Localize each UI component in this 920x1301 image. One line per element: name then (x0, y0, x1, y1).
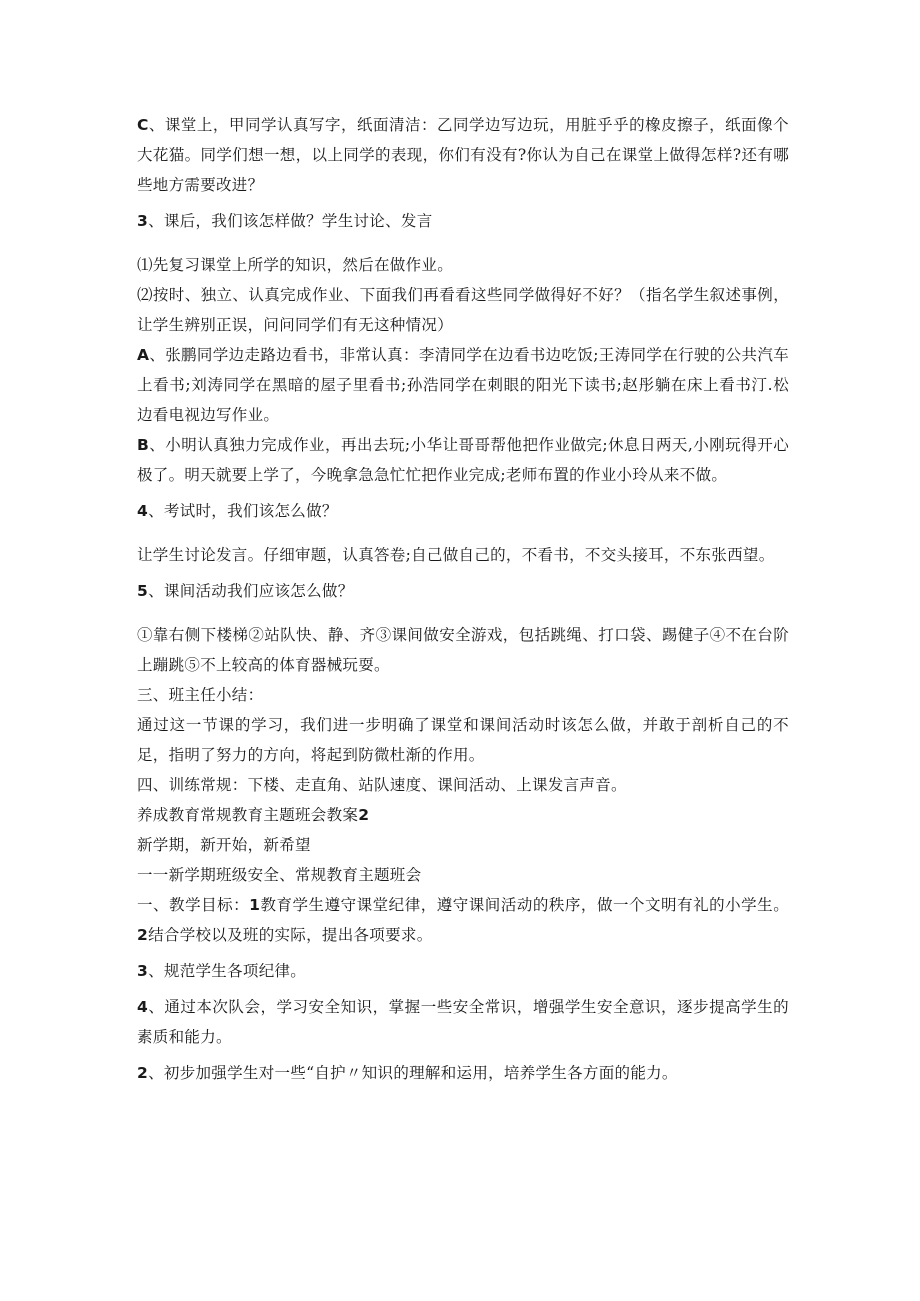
heading-exam (137, 496, 789, 526)
paragraph-text: 、通过本次队会，学习安全知识，掌握一些安全常识，增强学生安全意识，逐步提高学生的素质和能力。 (137, 998, 789, 1046)
item-marker: 3 (137, 212, 149, 230)
paragraph-text: 、小明认真独力完成作业，再出去玩;小华让哥哥帮他把作业做完;休息日两天,小刚玩得开心极了。明天就要上学了，今晚拿急急忙忙把作业完成;老师布置的作业小玲从来不做。 (137, 436, 789, 484)
paragraph-text: ⑴先复习课堂上所学的知识，然后在做作业。 (137, 256, 454, 274)
paragraph-text: ⑵按时、独立、认真完成作业、下面我们再看看这些同学做得好不好？（指名学生叙述事例，让学生辨别正误，问问同学们有无这种情况） (137, 286, 789, 334)
paragraph-text: 教育学生遵守课堂纪律，遵守课间活动的秩序，做一个文明有礼的小学生。 (260, 896, 790, 914)
paragraph-text: 、课后，我们该怎样做？学生讨论、发言 (148, 212, 433, 230)
paragraph-summary (137, 710, 789, 770)
paragraph-text: ①靠右侧下楼梯②站队快、静、齐③课间做安全游戏，包括跳绳、打口袋、踢健子④不在台阶上蹦跳⑤不上较高的体育器械玩耍。 (137, 626, 789, 674)
paragraph-objectives (137, 890, 789, 950)
paragraph-text: 结合学校以及班的实际，提出各项要求。 (148, 926, 433, 944)
item-marker: 2 (358, 806, 370, 824)
paragraph-b-homework (137, 430, 789, 490)
paragraph-text: 、考试时，我们该怎么做？ (148, 502, 338, 520)
paragraph-training (137, 770, 789, 800)
paragraph-new-semester (137, 830, 789, 860)
paragraph-text: 让学生讨论发言。仔细审题，认真答卷;自己做自己的，不看书，不交头接耳，不东张西望。 (137, 546, 775, 564)
heading-lesson-plan-2 (137, 800, 789, 830)
item-marker: C (137, 116, 149, 134)
paragraph-text: 、课间活动我们应该怎么做？ (148, 582, 354, 600)
heading-after-class (137, 206, 789, 236)
paragraph-text: 一一新学期班级安全、常规教育主题班会 (137, 866, 422, 884)
paragraph-text: 一、教学目标： (137, 896, 250, 914)
paragraph-a-reading (137, 340, 789, 430)
item-marker: 2 (137, 926, 149, 944)
paragraph-text: 三、班主任小结： (137, 686, 264, 704)
heading-recess (137, 576, 789, 606)
document-page (137, 110, 789, 1088)
paragraph-self-protection (137, 1058, 789, 1088)
paragraph-class-meeting (137, 860, 789, 890)
paragraph-exam-discussion (137, 540, 789, 570)
paragraph-review-first (137, 250, 789, 280)
paragraph-text: 通过这一节课的学习，我们进一步明确了课堂和课间活动时该怎么做，并敢于剖析自己的不足，指明了努力的方向，将起到防微杜渐的作用。 (137, 716, 789, 764)
item-marker: 3 (137, 962, 149, 980)
paragraph-text: 、课堂上，甲同学认真写字，纸面清洁：乙同学边写边玩，用脏乎乎的橡皮擦子，纸面像个大花猫。同学们想一想，以上同学的表现，你们有没有?你认为自己在课堂上做得怎样?还有哪些地方需要改进？ (137, 116, 789, 194)
item-marker: 4 (137, 502, 149, 520)
paragraph-text: 、规范学生各项纪律。 (148, 962, 307, 980)
paragraph-c-classroom (137, 110, 789, 200)
paragraph-text: 新学期，新开始，新希望 (137, 836, 311, 854)
paragraph-text: 养成教育常规教育主题班会教案 (137, 806, 359, 824)
heading-summary (137, 680, 789, 710)
paragraph-homework (137, 280, 789, 340)
item-marker: 4 (137, 998, 149, 1016)
paragraph-discipline (137, 956, 789, 986)
item-marker: A (137, 346, 150, 364)
paragraph-text: 、初步加强学生对一些“自护〃知识的理解和运用，培养学生各方面的能力。 (148, 1064, 678, 1082)
paragraph-text: 四、训练常规：下楼、走直角、站队速度、课间活动、上课发言声音。 (137, 776, 627, 794)
item-marker: 2 (137, 1064, 149, 1082)
item-marker: 1 (249, 896, 261, 914)
item-marker: 5 (137, 582, 149, 600)
item-marker: B (137, 436, 150, 454)
paragraph-text: 、张鹏同学边走路边看书，非常认真：李清同学在边看书边吃饭;王涛同学在行驶的公共汽车上看书;刘涛同学在黑暗的屋子里看书;孙浩同学在刺眼的阳光下读书;赵彤躺在床上看书汀.松边看电视边写作业。 (137, 346, 789, 424)
paragraph-safety (137, 992, 789, 1052)
paragraph-recess-rules (137, 620, 789, 680)
